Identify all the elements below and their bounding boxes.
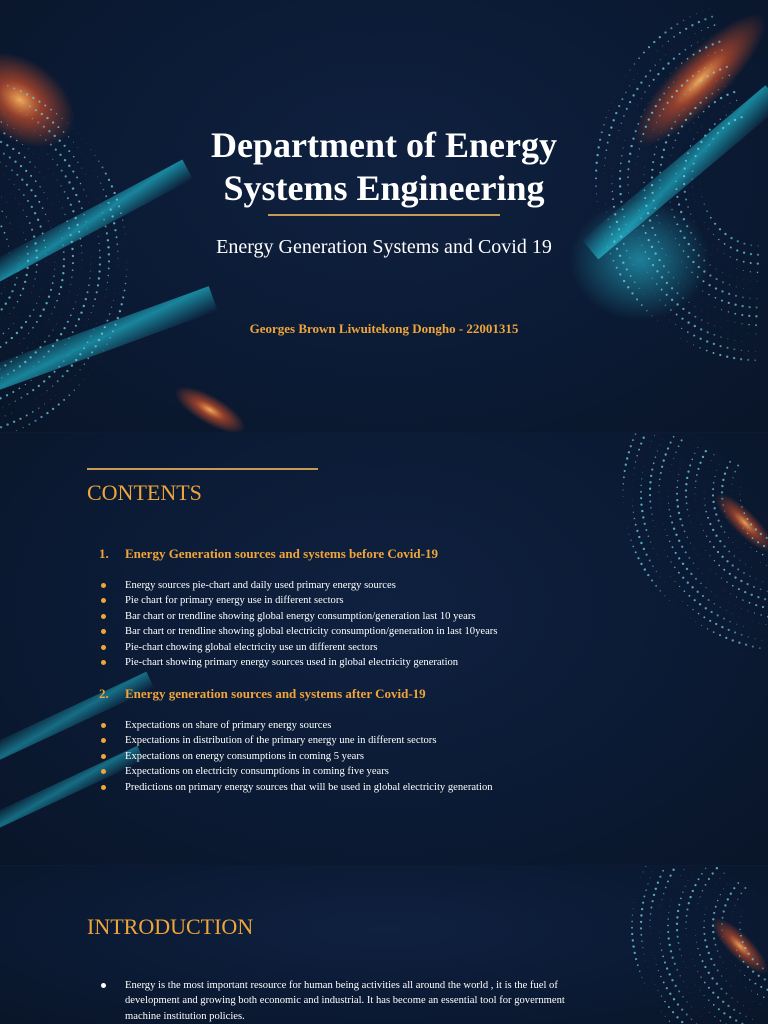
bullet-icon (101, 785, 106, 790)
bullet-icon (101, 660, 106, 665)
section-1-title: Energy Generation sources and systems before Covid-19 (125, 546, 438, 561)
list-item: Bar chart or trendline showing global energy consumption/generation last 10 years (99, 609, 497, 624)
presentation-subtitle: Energy Generation Systems and Covid 19 (216, 236, 552, 258)
list-item: Pie chart for primary energy use in different sectors (99, 593, 497, 608)
bullet-icon (101, 983, 106, 988)
section-1-list (99, 578, 497, 670)
bullet-icon (101, 754, 106, 759)
list-item: Expectations on electricity consumptions in coming five years (99, 764, 493, 779)
section-2-heading (99, 686, 426, 702)
cover-slide (0, 0, 768, 432)
list-item: Energy sources pie-chart and daily used primary energy sources (99, 578, 497, 593)
bullet-icon (101, 769, 106, 774)
bullet-icon (101, 738, 106, 743)
bullet-icon (101, 645, 106, 650)
bullet-icon (101, 583, 106, 588)
list-item: Expectations on share of primary energy sources (99, 718, 493, 733)
list-item: Predictions on primary energy sources that will be used in global electricity generation (99, 780, 493, 795)
decorative-background (0, 0, 768, 432)
list-item: Bar chart or trendline showing global electricity consumption/generation in last 10years (99, 624, 497, 639)
introduction-heading: INTRODUCTION (87, 914, 254, 939)
bullet-icon (101, 614, 106, 619)
introduction-slide (0, 866, 768, 1024)
contents-heading: CONTENTS (87, 480, 202, 505)
contents-slide (0, 433, 768, 865)
list-item: Expectations on energy consumptions in coming 5 years (99, 749, 493, 764)
title-underline (268, 214, 500, 216)
list-item: Pie-chart showing primary energy sources used in global electricity generation (99, 655, 497, 670)
section-2-title: Energy generation sources and systems after Covid-19 (125, 686, 426, 701)
bullet-icon (101, 598, 106, 603)
contents-rule (87, 468, 318, 470)
bullet-icon (101, 629, 106, 634)
bullet-icon (101, 723, 106, 728)
section-2-list (99, 718, 493, 795)
presentation-title: Department of Energy Systems Engineering (211, 125, 557, 208)
section-1-heading (99, 546, 438, 562)
section-1-number: 1. (99, 546, 109, 561)
section-2-number: 2. (99, 686, 109, 701)
author-name: Georges Brown Liwuitekong Dongho - 22001315 (249, 321, 519, 336)
introduction-paragraph: Energy is the most important resource for human being activities all around the world , it is the fuel of development and growing both economic and industrial. It has become an essential tool for government machine institution policies. (99, 978, 659, 1024)
list-item: Pie-chart chowing global electricity use un different sectors (99, 640, 497, 655)
list-item: Expectations in distribution of the primary energy une in different sectors (99, 733, 493, 748)
